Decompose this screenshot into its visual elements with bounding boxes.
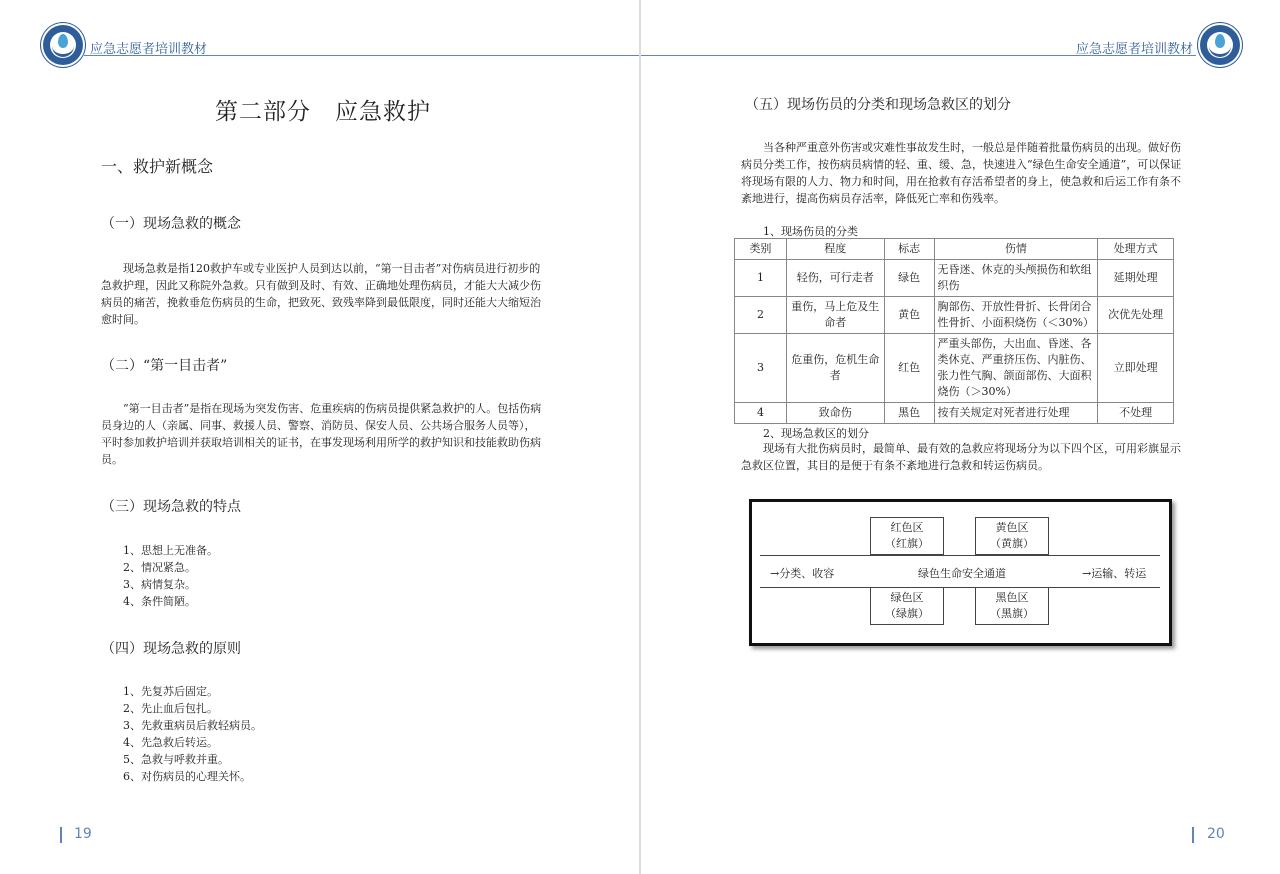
table-cell: 按有关规定对死者进行处理 — [934, 403, 1098, 424]
page-number: 20 — [1207, 826, 1225, 842]
list-item: 2、情况紧急。 — [123, 561, 196, 574]
corridor-bottom-line — [760, 587, 1160, 588]
table-cell: 致命伤 — [786, 403, 884, 424]
part-title: 第二部分 应急救护 — [215, 99, 431, 125]
table-row — [735, 260, 1174, 297]
yellow-zone-box — [975, 517, 1049, 555]
emblem-icon — [43, 25, 83, 65]
table-cell: 4 — [735, 403, 787, 424]
page-number: 19 — [74, 826, 92, 842]
table-row — [735, 334, 1174, 403]
subsection-title: （五）现场伤员的分类和现场急救区的划分 — [745, 97, 1011, 113]
table-row — [735, 297, 1174, 334]
subsection-title: （三）现场急救的特点 — [101, 499, 241, 515]
principle-list — [123, 683, 262, 785]
red-zone-box — [870, 517, 944, 555]
feature-list — [123, 542, 218, 610]
zone-name: 绿色区 — [890, 591, 924, 604]
zone-name: 红色区 — [890, 521, 924, 534]
table-cell: 严重头部伤，大出血、昏迷、各类休克、严重挤压伤、内脏伤、张力性气胸、颌面部伤、大面积烧伤（＞30%） — [934, 334, 1098, 403]
table-cell: 不处理 — [1098, 403, 1174, 424]
table-cell: 无昏迷、休克的头颅损伤和软组织伤 — [934, 260, 1098, 297]
table-row — [735, 403, 1174, 424]
subsection-title: （一）现场急救的概念 — [101, 216, 241, 232]
paragraph: 现场有大批伤病员时，最简单、最有效的急救应将现场分为以下四个区，可用彩旗显示急救区位置，其目的是便于有条不紊地进行急救和转运伤病员。 — [741, 442, 1181, 472]
list-item: 1、先复苏后固定。 — [123, 685, 218, 698]
table-cell: 3 — [735, 334, 787, 403]
zone-flag: （红旗） — [885, 537, 929, 550]
subsection-title: （四）现场急救的原则 — [101, 641, 241, 657]
table-caption: 1、现场伤员的分类 — [763, 225, 858, 238]
table-cell: 轻伤，可行走者 — [786, 260, 884, 297]
table-cell: 2 — [735, 297, 787, 334]
zone-diagram — [749, 499, 1172, 646]
table-cell: 危重伤，危机生命者 — [786, 334, 884, 403]
table-header-row — [735, 239, 1174, 260]
list-item: 3、先救重病员后救轻病员。 — [123, 719, 262, 732]
zone-name: 黑色区 — [995, 591, 1029, 604]
page-number-bar — [60, 827, 62, 843]
list-item: 1、思想上无准备。 — [123, 544, 218, 557]
right-page — [641, 0, 1280, 874]
table-cell: 1 — [735, 260, 787, 297]
paragraph: 现场急救是指120救护车或专业医护人员到达以前，“第一目击者”对伤病员进行初步的急救护理，因此又称院外急救。只有做到及时、有效、正确地处理伤病员，才能大大减少伤病员的痛苦，挽救垂危伤病员的生命，把致死、致残率降到最低限度，同时还能大大缩短治愈时间。 — [101, 262, 541, 326]
table-cell: 次优先处理 — [1098, 297, 1174, 334]
list-item: 5、急救与呼救并重。 — [123, 753, 229, 766]
column-header: 标志 — [884, 239, 934, 260]
classification-table — [734, 238, 1174, 424]
emblem-icon — [1200, 25, 1240, 65]
page-number-bar — [1192, 827, 1194, 843]
exit-label: →运输、转运 — [1082, 567, 1147, 580]
header-title: 应急志愿者培训教材 — [1076, 42, 1194, 57]
column-header: 类别 — [735, 239, 787, 260]
zone-flag: （绿旗） — [885, 607, 929, 620]
black-zone-box — [975, 587, 1049, 625]
table-cell: 重伤，马上危及生命者 — [786, 297, 884, 334]
column-header: 程度 — [786, 239, 884, 260]
corridor-label: 绿色生命安全通道 — [918, 567, 1006, 580]
list-item: 4、条件简陋。 — [123, 595, 196, 608]
paragraph: “第一目击者”是指在现场为突发伤害、危重疾病的伤病员提供紧急救护的人。包括伤病员身边的人（亲属、同事、救援人员、警察、消防员、保安人员、公共场合服务人员等），平时参加救护培训并获取培训相关的证书，在事发现场利用所学的救护知识和技能救助伤病员。 — [101, 402, 542, 466]
zones-caption: 2、现场急救区的划分 — [763, 427, 869, 440]
corridor-top-line — [760, 555, 1160, 556]
table-cell: 绿色 — [884, 260, 934, 297]
zone-flag: （黑旗） — [990, 607, 1034, 620]
table-cell: 胸部伤、开放性骨折、长骨闭合性骨折、小面积烧伤（＜30%） — [934, 297, 1098, 334]
zone-name: 黄色区 — [995, 521, 1029, 534]
table-cell: 红色 — [884, 334, 934, 403]
green-zone-box — [870, 587, 944, 625]
list-item: 2、先止血后包扎。 — [123, 702, 218, 715]
header-title: 应急志愿者培训教材 — [90, 42, 208, 57]
list-item: 6、对伤病员的心理关怀。 — [123, 770, 251, 783]
section-title: 一、救护新概念 — [101, 157, 214, 176]
paragraph: 当各种严重意外伤害或灾难性事故发生时，一般总是伴随着批量伤病员的出现。做好伤病员分类工作，按伤病员病情的轻、重、缓、急，快速进入“绿色生命安全通道”，可以保证将现场有限的人力、物力和时间，用在抢救有存活希望者的身上，使急救和后运工作有条不紊地进行，提高伤病员存活率，降低死亡率和伤残率。 — [741, 141, 1182, 205]
table-cell: 延期处理 — [1098, 260, 1174, 297]
list-item: 4、先急救后转运。 — [123, 736, 218, 749]
column-header: 处理方式 — [1098, 239, 1174, 260]
entry-label: →分类、收容 — [770, 567, 835, 580]
list-item: 3、病情复杂。 — [123, 578, 196, 591]
table-cell: 立即处理 — [1098, 334, 1174, 403]
subsection-title: （二）“第一目击者” — [101, 358, 228, 374]
zone-flag: （黄旗） — [990, 537, 1034, 550]
table-cell: 黑色 — [884, 403, 934, 424]
table-cell: 黄色 — [884, 297, 934, 334]
column-header: 伤情 — [934, 239, 1098, 260]
